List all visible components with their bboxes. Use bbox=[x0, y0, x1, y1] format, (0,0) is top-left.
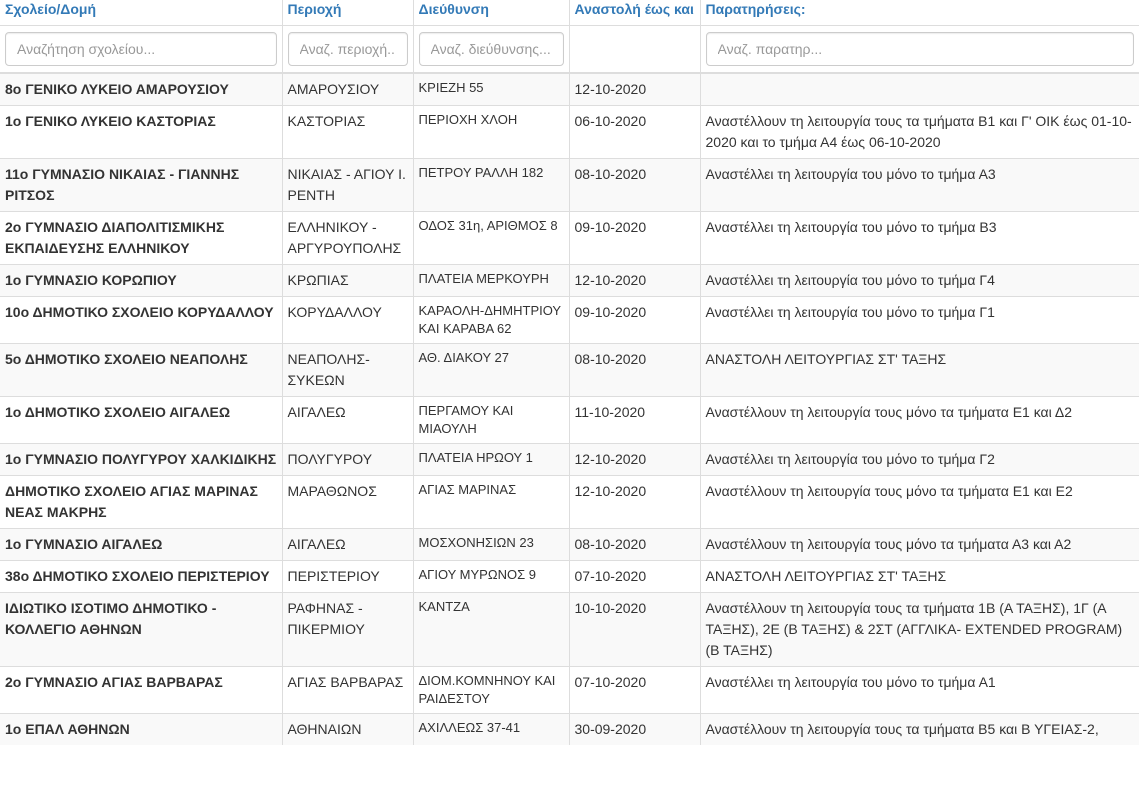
address-cell: ΔΙΟΜ.ΚΟΜΝΗΝΟΥ ΚΑΙ ΡΑΙΔΕΣΤΟΥ bbox=[413, 667, 569, 714]
area-cell: ΑΙΓΑΛΕΩ bbox=[282, 397, 413, 444]
column-header-notes[interactable]: Παρατηρήσεις: bbox=[700, 0, 1139, 26]
notes-cell: Αναστέλλει τη λειτουργία του μόνο το τμήμα Γ4 bbox=[700, 265, 1139, 297]
suspended-until-cell: 30-09-2020 bbox=[569, 714, 700, 746]
area-cell: ΑΓΙΑΣ ΒΑΡΒΑΡΑΣ bbox=[282, 667, 413, 714]
suspended-until-cell: 11-10-2020 bbox=[569, 397, 700, 444]
filter-cell-area bbox=[282, 26, 413, 74]
suspended-until-cell: 06-10-2020 bbox=[569, 106, 700, 159]
address-cell: ΠΛΑΤΕΙΑ ΗΡΩΟΥ 1 bbox=[413, 444, 569, 476]
address-cell: ΠΕΤΡΟΥ ΡΑΛΛΗ 182 bbox=[413, 159, 569, 212]
address-cell: ΠΕΡΙΟΧΗ ΧΛΟΗ bbox=[413, 106, 569, 159]
suspended-until-cell: 09-10-2020 bbox=[569, 297, 700, 344]
suspended-until-cell: 08-10-2020 bbox=[569, 344, 700, 397]
school-cell: 2ο ΓΥΜΝΑΣΙΟ ΑΓΙΑΣ ΒΑΡΒΑΡΑΣ bbox=[0, 667, 282, 714]
notes-cell: Αναστέλλουν τη λειτουργία τους τα τμήματα Β1 και Γ' ΟΙΚ έως 01-10-2020 και το τμήμα Α4 έως 06-10-2020 bbox=[700, 106, 1139, 159]
school-cell: 1ο ΔΗΜΟΤΙΚΟ ΣΧΟΛΕΙΟ ΑΙΓΑΛΕΩ bbox=[0, 397, 282, 444]
filter-row bbox=[0, 26, 1139, 74]
notes-cell: Αναστέλλει τη λειτουργία του μόνο το τμήμα Β3 bbox=[700, 212, 1139, 265]
school-search-input[interactable] bbox=[5, 32, 277, 66]
school-cell: 11ο ΓΥΜΝΑΣΙΟ ΝΙΚΑΙΑΣ - ΓΙΑΝΝΗΣ ΡΙΤΣΟΣ bbox=[0, 159, 282, 212]
notes-cell: Αναστέλλει τη λειτουργία του μόνο το τμήμα Γ1 bbox=[700, 297, 1139, 344]
table-row bbox=[0, 529, 1139, 561]
notes-search-input[interactable] bbox=[706, 32, 1134, 66]
area-cell: ΑΜΑΡΟΥΣΙΟΥ bbox=[282, 73, 413, 106]
school-cell: 2ο ΓΥΜΝΑΣΙΟ ΔΙΑΠΟΛΙΤΙΣΜΙΚΗΣ ΕΚΠΑΙΔΕΥΣΗΣ ΕΛΛΗΝΙΚΟΥ bbox=[0, 212, 282, 265]
suspended-until-cell: 07-10-2020 bbox=[569, 561, 700, 593]
filter-cell-school bbox=[0, 26, 282, 74]
area-cell: ΝΕΑΠΟΛΗΣ-ΣΥΚΕΩΝ bbox=[282, 344, 413, 397]
table-row bbox=[0, 444, 1139, 476]
filter-cell-date-empty bbox=[569, 26, 700, 74]
suspended-until-cell: 10-10-2020 bbox=[569, 593, 700, 667]
table-row bbox=[0, 106, 1139, 159]
school-cell: ΔΗΜΟΤΙΚΟ ΣΧΟΛΕΙΟ ΑΓΙΑΣ ΜΑΡΙΝΑΣ ΝΕΑΣ ΜΑΚΡΗΣ bbox=[0, 476, 282, 529]
notes-cell: Αναστέλλει τη λειτουργία του μόνο το τμήμα Γ2 bbox=[700, 444, 1139, 476]
area-cell: ΡΑΦΗΝΑΣ - ΠΙΚΕΡΜΙΟΥ bbox=[282, 593, 413, 667]
suspended-until-cell: 09-10-2020 bbox=[569, 212, 700, 265]
address-cell: ΜΟΣΧΟΝΗΣΙΩΝ 23 bbox=[413, 529, 569, 561]
column-header-school[interactable]: Σχολείο/Δομή bbox=[0, 0, 282, 26]
table-row bbox=[0, 667, 1139, 714]
table-row bbox=[0, 73, 1139, 106]
header-row bbox=[0, 0, 1139, 26]
address-cell: ΠΕΡΓΑΜΟΥ ΚΑΙ ΜΙΑΟΥΛΗ bbox=[413, 397, 569, 444]
area-cell: ΜΑΡΑΘΩΝΟΣ bbox=[282, 476, 413, 529]
school-cell: 1ο ΓΕΝΙΚΟ ΛΥΚΕΙΟ ΚΑΣΤΟΡΙΑΣ bbox=[0, 106, 282, 159]
notes-cell: Αναστέλλουν τη λειτουργία τους τα τμήματα Β5 και Β ΥΓΕΙΑΣ-2, bbox=[700, 714, 1139, 746]
address-cell: ΚΑΡΑΟΛΗ-ΔΗΜΗΤΡΙΟΥ ΚΑΙ ΚΑΡΑΒΑ 62 bbox=[413, 297, 569, 344]
address-search-input[interactable] bbox=[419, 32, 564, 66]
school-cell: 1ο ΓΥΜΝΑΣΙΟ ΑΙΓΑΛΕΩ bbox=[0, 529, 282, 561]
notes-cell: Αναστέλλουν τη λειτουργία τους μόνο τα τμήματα Ε1 και Δ2 bbox=[700, 397, 1139, 444]
area-cell: ΚΡΩΠΙΑΣ bbox=[282, 265, 413, 297]
address-cell: ΑΘ. ΔΙΑΚΟΥ 27 bbox=[413, 344, 569, 397]
notes-cell: ΑΝΑΣΤΟΛΗ ΛΕΙΤΟΥΡΓΙΑΣ ΣΤ' ΤΑΞΗΣ bbox=[700, 561, 1139, 593]
notes-cell: Αναστέλλουν τη λειτουργία τους μόνο τα τμήματα Α3 και Α2 bbox=[700, 529, 1139, 561]
school-cell: 1ο ΓΥΜΝΑΣΙΟ ΚΟΡΩΠΙΟΥ bbox=[0, 265, 282, 297]
school-cell: 10ο ΔΗΜΟΤΙΚΟ ΣΧΟΛΕΙΟ ΚΟΡΥΔΑΛΛΟΥ bbox=[0, 297, 282, 344]
address-cell: ΑΧΙΛΛΕΩΣ 37-41 bbox=[413, 714, 569, 746]
area-cell: ΑΙΓΑΛΕΩ bbox=[282, 529, 413, 561]
area-cell: ΝΙΚΑΙΑΣ - ΑΓΙΟΥ Ι. ΡΕΝΤΗ bbox=[282, 159, 413, 212]
address-cell: ΑΓΙΑΣ ΜΑΡΙΝΑΣ bbox=[413, 476, 569, 529]
address-cell: ΠΛΑΤΕΙΑ ΜΕΡΚΟΥΡΗ bbox=[413, 265, 569, 297]
area-cell: ΠΟΛΥΓΥΡΟΥ bbox=[282, 444, 413, 476]
table-row bbox=[0, 297, 1139, 344]
notes-cell: Αναστέλλουν τη λειτουργία τους τα τμήματα 1Β (Α ΤΑΞΗΣ), 1Γ (Α ΤΑΞΗΣ), 2Ε (Β ΤΑΞΗΣ) & 2ΣΤ (ΑΓΓΛΙΚΑ- EXTENDED PROGRAM) (Β ΤΑΞΗΣ) bbox=[700, 593, 1139, 667]
area-search-input[interactable] bbox=[288, 32, 408, 66]
table-row bbox=[0, 159, 1139, 212]
address-cell: ΑΓΙΟΥ ΜΥΡΩΝΟΣ 9 bbox=[413, 561, 569, 593]
address-cell: ΚΡΙΕΖΗ 55 bbox=[413, 73, 569, 106]
filter-cell-address bbox=[413, 26, 569, 74]
suspended-until-cell: 12-10-2020 bbox=[569, 265, 700, 297]
school-cell: 5ο ΔΗΜΟΤΙΚΟ ΣΧΟΛΕΙΟ ΝΕΑΠΟΛΗΣ bbox=[0, 344, 282, 397]
table-row bbox=[0, 476, 1139, 529]
address-cell: ΚΑΝΤΖΑ bbox=[413, 593, 569, 667]
area-cell: ΚΑΣΤΟΡΙΑΣ bbox=[282, 106, 413, 159]
notes-cell bbox=[700, 73, 1139, 106]
column-header-suspended-until[interactable]: Αναστολή έως και bbox=[569, 0, 700, 26]
suspended-until-cell: 12-10-2020 bbox=[569, 476, 700, 529]
table-body bbox=[0, 73, 1139, 745]
suspended-until-cell: 07-10-2020 bbox=[569, 667, 700, 714]
table-row bbox=[0, 593, 1139, 667]
area-cell: ΑΘΗΝΑΙΩΝ bbox=[282, 714, 413, 746]
suspended-until-cell: 12-10-2020 bbox=[569, 73, 700, 106]
area-cell: ΠΕΡΙΣΤΕΡΙΟΥ bbox=[282, 561, 413, 593]
school-cell: 1ο ΓΥΜΝΑΣΙΟ ΠΟΛΥΓΥΡΟΥ ΧΑΛΚΙΔΙΚΗΣ bbox=[0, 444, 282, 476]
table-row bbox=[0, 265, 1139, 297]
filter-cell-notes bbox=[700, 26, 1139, 74]
notes-cell: Αναστέλλει τη λειτουργία του μόνο το τμήμα Α3 bbox=[700, 159, 1139, 212]
suspended-until-cell: 08-10-2020 bbox=[569, 529, 700, 561]
school-cell: 1ο ΕΠΑΛ ΑΘΗΝΩΝ bbox=[0, 714, 282, 746]
table-row bbox=[0, 397, 1139, 444]
area-cell: ΕΛΛΗΝΙΚΟΥ - ΑΡΓΥΡΟΥΠΟΛΗΣ bbox=[282, 212, 413, 265]
table-row bbox=[0, 212, 1139, 265]
suspended-until-cell: 08-10-2020 bbox=[569, 159, 700, 212]
school-cell: ΙΔΙΩΤΙΚΟ ΙΣΟΤΙΜΟ ΔΗΜΟΤΙΚΟ - ΚΟΛΛΕΓΙΟ ΑΘΗΝΩΝ bbox=[0, 593, 282, 667]
notes-cell: Αναστέλλει τη λειτουργία του μόνο το τμήμα Α1 bbox=[700, 667, 1139, 714]
table-row bbox=[0, 561, 1139, 593]
area-cell: ΚΟΡΥΔΑΛΛΟΥ bbox=[282, 297, 413, 344]
notes-cell: Αναστέλλουν τη λειτουργία τους μόνο τα τμήματα Ε1 και Ε2 bbox=[700, 476, 1139, 529]
notes-cell: ΑΝΑΣΤΟΛΗ ΛΕΙΤΟΥΡΓΙΑΣ ΣΤ' ΤΑΞΗΣ bbox=[700, 344, 1139, 397]
column-header-area[interactable]: Περιοχή bbox=[282, 0, 413, 26]
school-cell: 8ο ΓΕΝΙΚΟ ΛΥΚΕΙΟ ΑΜΑΡΟΥΣΙΟΥ bbox=[0, 73, 282, 106]
suspended-until-cell: 12-10-2020 bbox=[569, 444, 700, 476]
table-row bbox=[0, 344, 1139, 397]
table-row bbox=[0, 714, 1139, 746]
column-header-address[interactable]: Διεύθυνση bbox=[413, 0, 569, 26]
address-cell: ΟΔΟΣ 31η, ΑΡΙΘΜΟΣ 8 bbox=[413, 212, 569, 265]
school-cell: 38ο ΔΗΜΟΤΙΚΟ ΣΧΟΛΕΙΟ ΠΕΡΙΣΤΕΡΙΟΥ bbox=[0, 561, 282, 593]
